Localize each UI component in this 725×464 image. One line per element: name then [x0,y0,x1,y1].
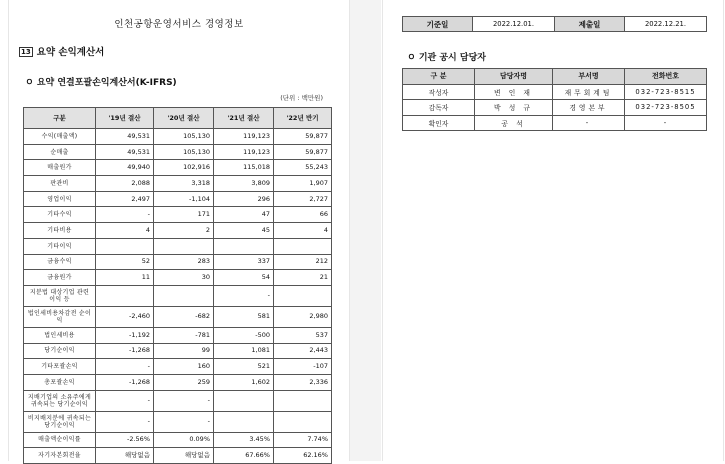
row-value [274,238,332,254]
row-value: 해당없음 [154,448,214,464]
contact-dept: 재무회계팀 [553,84,625,100]
row-label: 지분법 대상기업 관련 이익 등 [24,285,96,306]
row-value: - [154,411,214,432]
contact-row [403,115,707,131]
row-value: 2 [154,223,214,239]
row-label: 판관비 [24,176,96,192]
row-value: -1,268 [96,343,154,359]
unit-label: (단위 : 백만원) [280,94,323,102]
contact-header-name: 담당자명 [475,69,553,85]
row-value: - [96,359,154,375]
contact-row [403,100,707,116]
row-label: 금융수익 [24,254,96,270]
row-value: 62.16% [274,448,332,464]
row-label: 매출액순이익률 [24,432,96,448]
contact-role: 작성자 [403,84,475,100]
row-value: 30 [154,270,214,286]
row-value [214,390,274,411]
row-value: -1,268 [96,374,154,390]
row-label: 법인세비용차감전 순이익 [24,306,96,327]
table-row [24,144,332,160]
row-value: 337 [214,254,274,270]
row-value: - [96,207,154,223]
row-value [154,285,214,306]
row-value: 160 [154,359,214,375]
row-value: 3,318 [154,176,214,192]
row-label: 금융원가 [24,270,96,286]
contact-dept: 경영본부 [553,100,625,116]
header-2022-half: '22년 반기 [274,108,332,129]
row-value: 119,123 [214,144,274,160]
row-value: -500 [214,327,274,343]
table-row [24,327,332,343]
row-value: 283 [154,254,214,270]
row-value: 296 [214,191,274,207]
row-value: -2.56% [96,432,154,448]
table-row [24,129,332,145]
contact-phone: 032-723-8515 [625,84,707,100]
contact-header-dept: 부서명 [553,69,625,85]
row-value: 49,531 [96,129,154,145]
row-value: 105,130 [154,144,214,160]
submit-date-label: 제출일 [555,17,625,32]
row-value: 21 [274,270,332,286]
table-row [24,238,332,254]
row-value: 212 [274,254,332,270]
row-value: 1,907 [274,176,332,192]
row-label: 법인세비용 [24,327,96,343]
table-row [24,160,332,176]
row-label: 수익(매출액) [24,129,96,145]
row-value: 105,130 [154,129,214,145]
statement-subtitle: ㅇ 요약 연결포괄손익계산서(K-IFRS) [25,78,177,88]
table-row [24,448,332,464]
row-value: 59,877 [274,144,332,160]
table-row [24,343,332,359]
row-label: 기타비용 [24,223,96,239]
row-value: -107 [274,359,332,375]
row-value: 0.09% [154,432,214,448]
row-value: 2,088 [96,176,154,192]
row-value: -781 [154,327,214,343]
table-row [24,359,332,375]
table-row [24,374,332,390]
date-info-table [402,16,707,32]
table-row [24,390,332,411]
row-value [154,238,214,254]
row-label: 기타포괄손익 [24,359,96,375]
table-row [24,176,332,192]
document-page-right [382,0,724,461]
row-value: 581 [214,306,274,327]
row-value: 4 [274,223,332,239]
table-header-row [24,108,332,129]
row-value: 52 [96,254,154,270]
row-value: -1,104 [154,191,214,207]
submit-date-value: 2022.12.21. [625,17,707,32]
row-value [274,285,332,306]
row-value: 119,123 [214,129,274,145]
row-value [96,238,154,254]
row-value: - [96,390,154,411]
contact-name: 박 성 규 [475,100,553,116]
table-row [24,191,332,207]
row-value: 2,727 [274,191,332,207]
contact-role: 감독자 [403,100,475,116]
header-2020: '20년 결산 [154,108,214,129]
contact-header-phone: 전화번호 [625,69,707,85]
section-heading [19,44,104,58]
row-value [274,390,332,411]
row-value: 537 [274,327,332,343]
row-value [96,285,154,306]
table-row [24,432,332,448]
contact-phone: - [625,115,707,131]
contact-header-row [403,69,707,85]
contact-name: 공 석 [475,115,553,131]
row-value: - [96,411,154,432]
table-row [24,411,332,432]
row-value: 521 [214,359,274,375]
row-label: 기타수익 [24,207,96,223]
document-title: 인천공항운영서비스 경영정보 [114,19,244,30]
row-value: 1,602 [214,374,274,390]
row-value: -682 [154,306,214,327]
row-value: 2,497 [96,191,154,207]
row-value: 2,980 [274,306,332,327]
contact-role: 확인자 [403,115,475,131]
row-value: 67.66% [214,448,274,464]
header-2021: '21년 결산 [214,108,274,129]
row-value: 3,809 [214,176,274,192]
contact-table [402,68,707,131]
row-value: 7.74% [274,432,332,448]
row-value [214,238,274,254]
row-value: -1,192 [96,327,154,343]
section-title: 요약 손익계산서 [36,47,105,58]
row-value: 1,081 [214,343,274,359]
row-label: 지배기업의 소유주에게 귀속되는 당기순이익 [24,390,96,411]
base-date-label: 기준일 [403,17,473,32]
row-value: 54 [214,270,274,286]
row-label: 자기자본회전율 [24,448,96,464]
table-row [24,306,332,327]
row-value: 4 [96,223,154,239]
row-value: -2,460 [96,306,154,327]
row-value: 47 [214,207,274,223]
row-value: 11 [96,270,154,286]
table-row [24,270,332,286]
date-row [403,17,707,32]
page-gutter [350,0,381,461]
header-category: 구분 [24,108,96,129]
row-value: - [154,390,214,411]
row-value: 2,336 [274,374,332,390]
contact-name: 변 인 재 [475,84,553,100]
row-value: 45 [214,223,274,239]
contact-section-title: ㅇ 기관 공시 담당자 [407,53,486,63]
table-row [24,207,332,223]
row-value: 49,940 [96,160,154,176]
row-value: 2,443 [274,343,332,359]
base-date-value: 2022.12.01. [473,17,555,32]
row-value: 55,243 [274,160,332,176]
header-2019: '19년 결산 [96,108,154,129]
row-value: 66 [274,207,332,223]
row-value: 99 [154,343,214,359]
contact-dept: - [553,115,625,131]
row-value: 3.45% [214,432,274,448]
row-value: 59,877 [274,129,332,145]
contact-row [403,84,707,100]
row-value [274,411,332,432]
row-value [214,411,274,432]
row-label: 매출원가 [24,160,96,176]
table-row [24,285,332,306]
table-row [24,254,332,270]
row-label: 순매출 [24,144,96,160]
row-label: 영업이익 [24,191,96,207]
row-label: 총포괄손익 [24,374,96,390]
income-statement-table [23,107,332,464]
row-label: 당기순이익 [24,343,96,359]
row-label: 비지배지분에 귀속되는 당기순이익 [24,411,96,432]
row-value: 102,916 [154,160,214,176]
row-label: 기타이익 [24,238,96,254]
row-value: 해당없음 [96,448,154,464]
table-row [24,223,332,239]
contact-header-role: 구 분 [403,69,475,85]
row-value: 259 [154,374,214,390]
section-number: 13 [21,48,31,56]
contact-phone: 032-723-8505 [625,100,707,116]
row-value: 115,018 [214,160,274,176]
row-value: 49,531 [96,144,154,160]
row-value: 171 [154,207,214,223]
document-page-left [8,0,350,461]
row-value: - [214,285,274,306]
